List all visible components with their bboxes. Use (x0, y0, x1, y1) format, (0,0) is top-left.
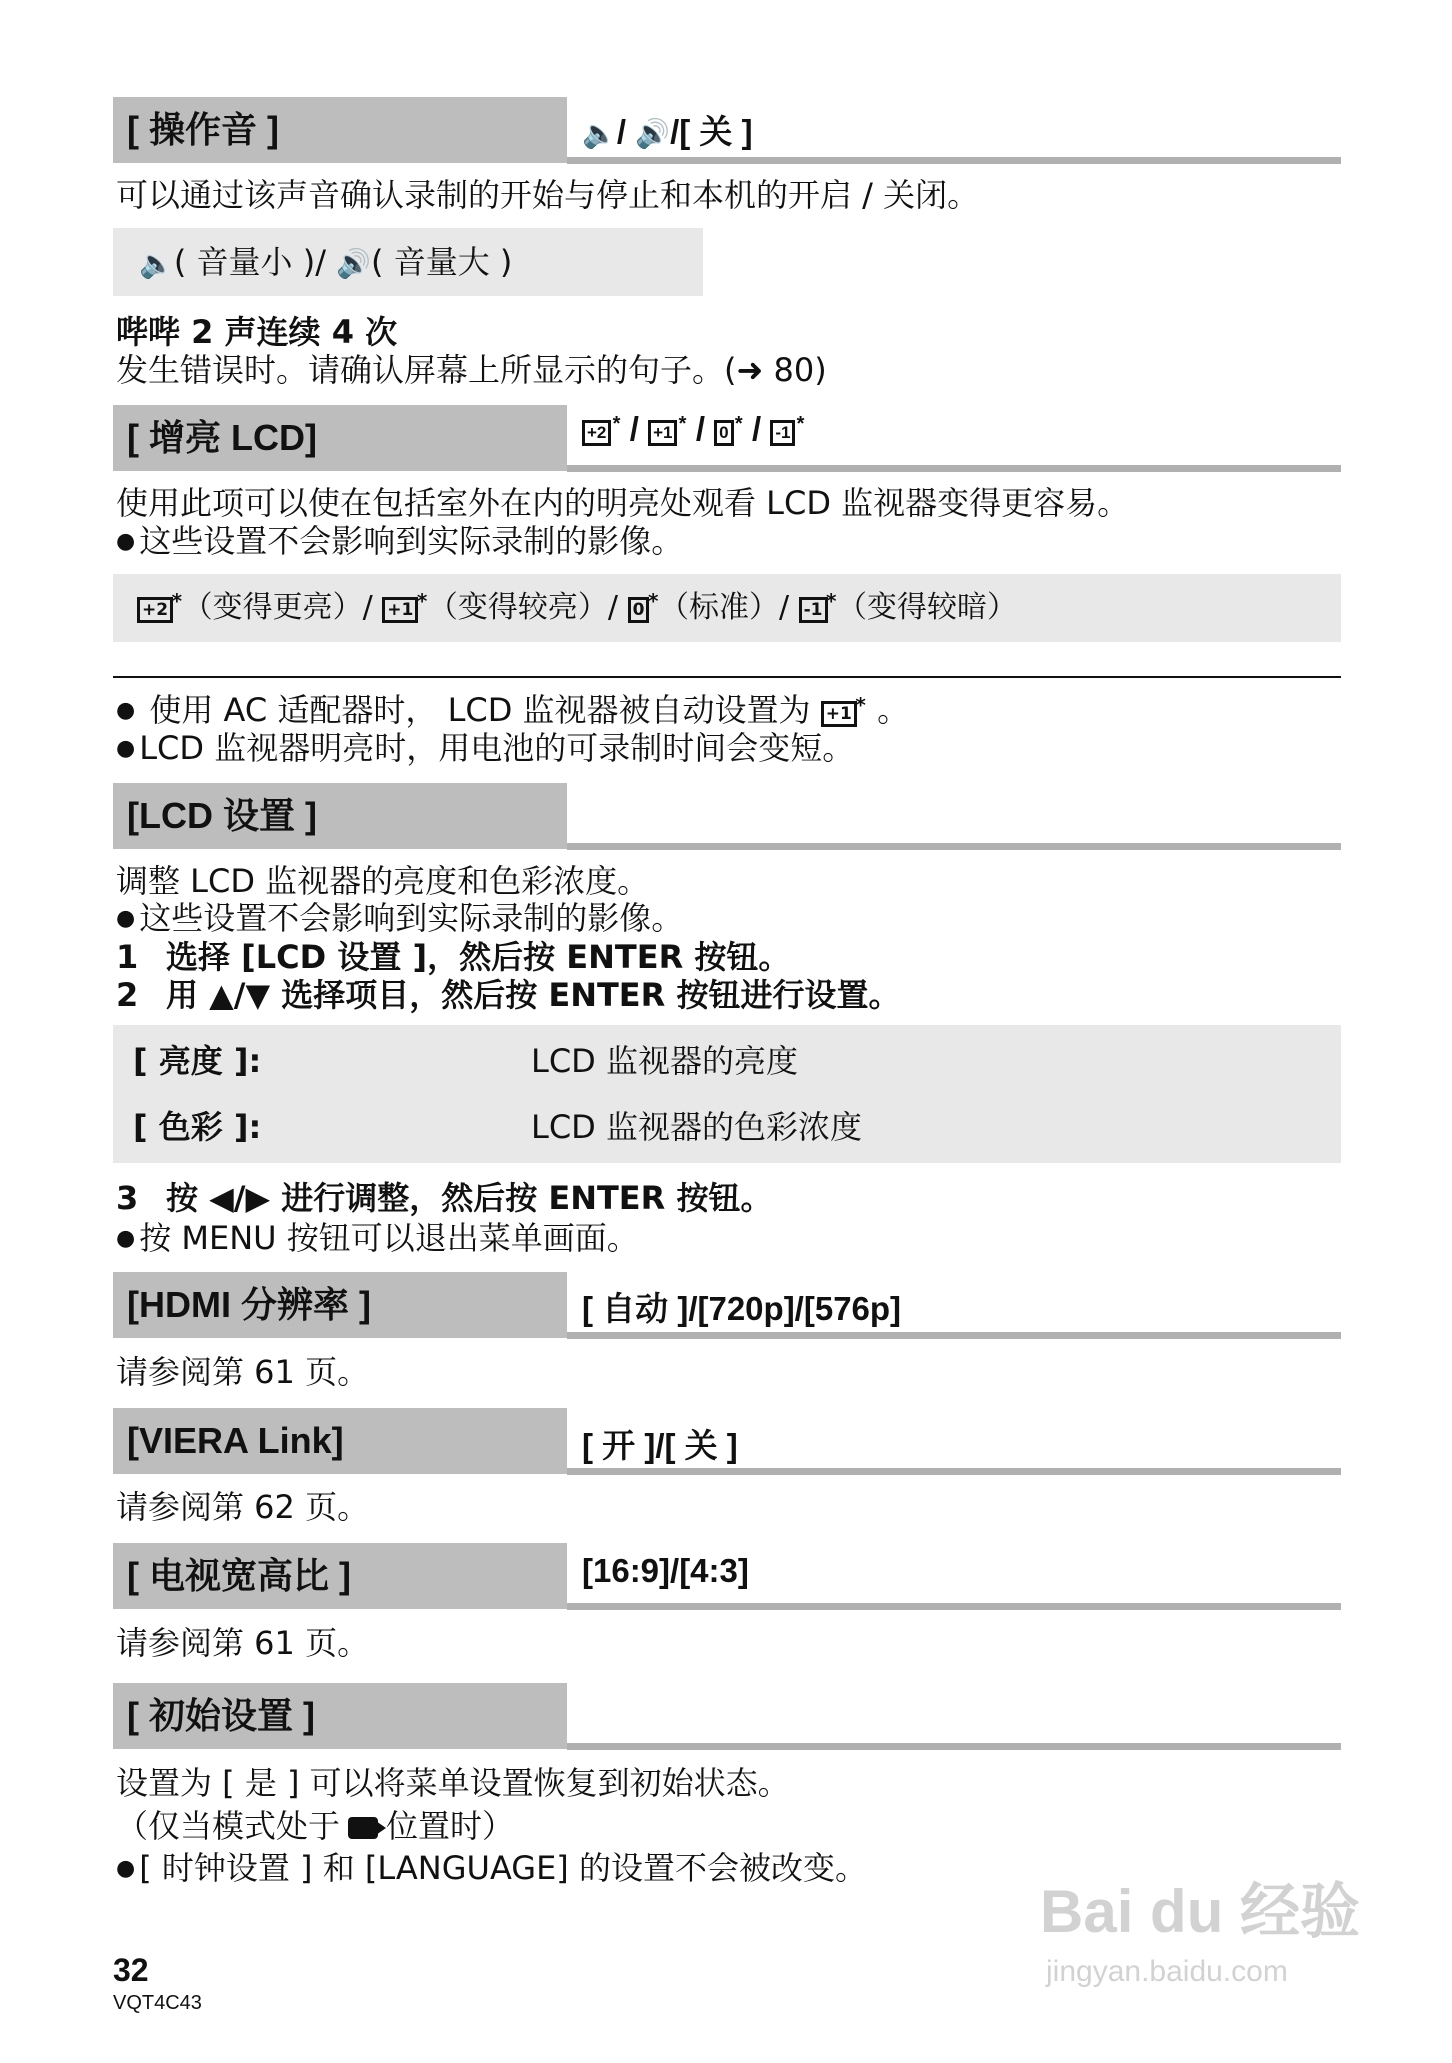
power-lcd-desc: 使用此项可以使在包括室外在内的明亮处观看 LCD 监视器变得更容易。 (116, 484, 1130, 522)
header-rule (567, 1468, 1341, 1475)
header-rule (567, 1603, 1341, 1610)
tv-aspect-desc: 请参阅第 61 页。 (116, 1624, 370, 1662)
operation-sound-desc: 可以通过该声音确认录制的开始与停止和本机的开启 / 关闭。 (116, 176, 980, 214)
sep: / (778, 590, 790, 625)
header-rule (567, 1743, 1341, 1750)
step-3 (116, 1178, 772, 1218)
brightness-zero-icon: 0 * (714, 420, 733, 446)
header-rule (567, 465, 1341, 472)
power-lcd-options (582, 410, 795, 448)
section-header-lcd-set: [LCD 设置 ] (113, 783, 567, 849)
brightness-levels-box (113, 574, 1341, 642)
row-label-brightness: [ 亮度 ]: (133, 1042, 262, 1080)
note-end: 。 (877, 691, 910, 729)
brightness-plus1-icon: +1 * (821, 701, 857, 727)
row-value-brightness: LCD 监视器的亮度 (531, 1042, 798, 1080)
sep: / (629, 410, 639, 447)
sound-volume-box (113, 228, 703, 296)
section-header-tv-aspect: [ 电视宽高比 ] (113, 1543, 567, 1609)
brightness-levels (137, 588, 1017, 628)
video-camera-icon (348, 1817, 378, 1839)
watermark-url: jingyan.baidu.com (1046, 1955, 1288, 1988)
header-rule (567, 843, 1341, 850)
section-header-operation-sound: [ 操作音 ] (113, 97, 567, 163)
sep: / (695, 410, 705, 447)
speaker-low-icon: 🔈 (582, 118, 617, 149)
speaker-high-icon: 🔊 (635, 118, 671, 149)
header-rule (567, 1332, 1341, 1339)
divider (113, 676, 1341, 678)
level-label: （标准） (658, 590, 779, 625)
power-lcd-note-ac (116, 690, 909, 731)
step-number: 1 (116, 938, 139, 976)
tv-aspect-options: [16:9]/[4:3] (582, 1552, 749, 1589)
brightness-plus2-icon: +2 * (137, 597, 173, 623)
section-header-initial-set: [ 初始设置 ] (113, 1683, 567, 1749)
doc-code: VQT4C43 (113, 1992, 202, 2014)
page-number: 32 (113, 1952, 149, 1988)
option-off: /[ 关 ] (670, 113, 753, 150)
brightness-plus1-icon: +1 * (648, 420, 677, 446)
viera-link-options: [ 开 ]/[ 关 ] (582, 1427, 738, 1464)
watermark-brand: Bai du 经验 (1040, 1878, 1361, 1945)
power-lcd-bullet: ● 这些设置不会影响到实际录制的影像。 (116, 521, 683, 562)
initial-set-desc: 设置为 [ 是 ] 可以将菜单设置恢复到初始状态。 (116, 1764, 790, 1802)
beep-title: 哔哔 2 声连续 4 次 (116, 313, 398, 351)
lcd-settings-table (113, 1025, 1341, 1163)
initial-set-mode (116, 1806, 514, 1846)
step-text: 用 ▲/▼ 选择项目，然后按 ENTER 按钮进行设置。 (166, 976, 901, 1014)
lcd-set-menu-note: ● 按 MENU 按钮可以退出菜单画面。 (116, 1218, 639, 1259)
speaker-high-icon: 🔊 (336, 247, 372, 280)
step-text: 选择 [LCD 设置 ]，然后按 ENTER 按钮。 (166, 938, 791, 976)
power-lcd-note-battery: ● LCD 监视器明亮时，用电池的可录制时间会变短。 (116, 728, 854, 769)
volume-large: ( 音量大 ) (371, 243, 513, 281)
volume-small: ( 音量小 )/ (173, 243, 326, 281)
speaker-low-icon: 🔈 (139, 247, 174, 280)
initial-set-bullet: ● [ 时钟设置 ] 和 [LANGUAGE] 的设置不会被改变。 (116, 1848, 867, 1889)
step-text: 按 ◀/▶ 进行调整，然后按 ENTER 按钮。 (166, 1179, 773, 1217)
lcd-set-desc: 调整 LCD 监视器的亮度和色彩浓度。 (116, 862, 650, 900)
brightness-minus1-icon: -1 * (770, 420, 795, 446)
mode-text: 位置时） (386, 1807, 515, 1845)
sep: / (607, 590, 619, 625)
brightness-zero-icon: 0 * (628, 597, 650, 623)
sep: / (751, 410, 762, 447)
step-2 (116, 975, 900, 1015)
note-text: 使用 AC 适配器时， LCD 监视器被自动设置为 (149, 691, 811, 729)
row-label-color: [ 色彩 ]: (133, 1108, 262, 1146)
header-rule (567, 157, 1341, 164)
level-label: （变得较亮） (427, 590, 608, 625)
sound-volume-text (139, 242, 512, 284)
section-header-hdmi: [HDMI 分辨率 ] (113, 1272, 567, 1338)
viera-link-desc: 请参阅第 62 页。 (116, 1488, 370, 1526)
sep: / (362, 590, 373, 625)
brightness-minus1-icon: -1 * (799, 597, 828, 623)
sep: / (616, 113, 627, 150)
level-label: （变得更亮） (182, 590, 363, 625)
section-header-viera-link: [VIERA Link] (113, 1408, 567, 1474)
lcd-set-bullet: ● 这些设置不会影响到实际录制的影像。 (116, 898, 683, 939)
row-value-color: LCD 监视器的色彩浓度 (531, 1108, 862, 1146)
brightness-plus1-icon: +1 * (382, 597, 418, 623)
mode-text: （仅当模式处于 (116, 1807, 341, 1845)
hdmi-desc: 请参阅第 61 页。 (116, 1353, 370, 1391)
brightness-plus2-icon: +2 * (582, 420, 611, 446)
step-number: 3 (116, 1179, 139, 1217)
hdmi-options: [ 自动 ]/[720p]/[576p] (582, 1290, 902, 1327)
beep-desc: 发生错误时。请确认屏幕上所显示的句子。(➜ 80) (116, 351, 827, 389)
level-label: （变得较暗） (837, 590, 1018, 625)
section-header-power-lcd: [ 增亮 LCD] (113, 405, 567, 471)
step-1 (116, 937, 790, 977)
step-number: 2 (116, 976, 139, 1014)
operation-sound-options (582, 106, 753, 153)
